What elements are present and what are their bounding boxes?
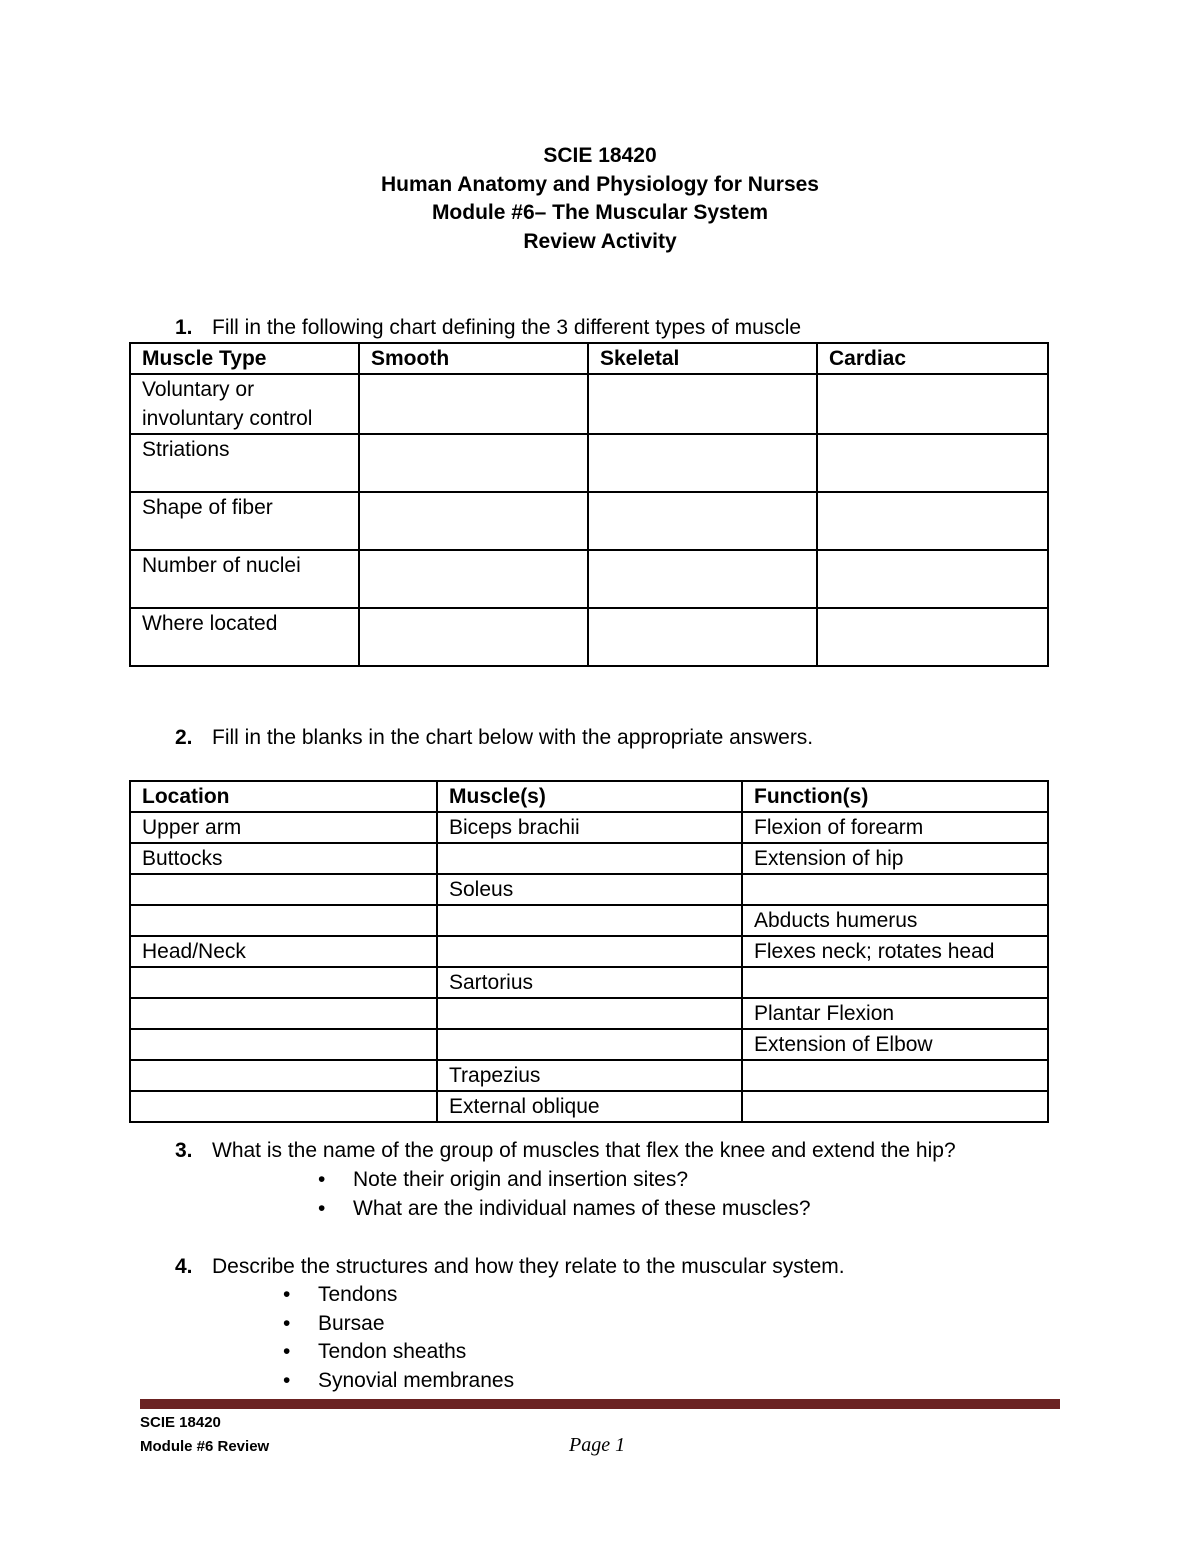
location-cell[interactable]: Buttocks [130, 843, 437, 874]
table-header-row [130, 343, 1048, 374]
muscle-functions-table [129, 780, 1049, 1123]
muscle-cell[interactable] [437, 998, 742, 1029]
question-text: Fill in the blanks in the chart below with the appropriate answers. [212, 726, 814, 749]
header-cell: Skeletal [588, 343, 817, 374]
answer-cell[interactable] [359, 492, 588, 550]
answer-cell[interactable] [588, 550, 817, 608]
footer-course: SCIE 18420 [140, 1414, 221, 1431]
muscle-cell[interactable] [437, 843, 742, 874]
table-row [130, 608, 1048, 666]
function-cell[interactable]: Plantar Flexion [742, 998, 1048, 1029]
function-cell[interactable]: Abducts humerus [742, 905, 1048, 936]
header-cell: Smooth [359, 343, 588, 374]
location-cell[interactable] [130, 1029, 437, 1060]
answer-cell[interactable] [588, 492, 817, 550]
muscle-cell[interactable] [437, 936, 742, 967]
table-row [130, 374, 1048, 434]
location-cell[interactable]: Upper arm [130, 812, 437, 843]
footer-module: Module #6 Review [140, 1438, 270, 1455]
activity-title: Review Activity [523, 229, 677, 253]
answer-cell[interactable] [359, 374, 588, 434]
module-title: Module #6– The Muscular System [431, 201, 769, 224]
header-cell: Muscle(s) [437, 781, 742, 812]
answer-cell[interactable] [817, 492, 1048, 550]
answer-cell[interactable] [588, 608, 817, 666]
row-label: Where located [130, 608, 359, 666]
header-cell: Function(s) [742, 781, 1048, 812]
row-label: Shape of fiber [130, 492, 359, 550]
function-cell[interactable]: Extension of hip [742, 843, 1048, 874]
table-row [130, 1060, 1048, 1091]
function-cell[interactable]: Flexion of forearm [742, 812, 1048, 843]
function-cell[interactable] [742, 874, 1048, 905]
header-cell: Cardiac [817, 343, 1048, 374]
question-number: 2. [175, 726, 193, 749]
location-cell[interactable] [130, 998, 437, 1029]
page-number: Page 1 [569, 1434, 626, 1456]
muscle-cell[interactable]: Trapezius [437, 1060, 742, 1091]
question-text: Fill in the following chart defining the 3 different types of muscle [212, 316, 802, 339]
table-row [130, 550, 1048, 608]
answer-cell[interactable] [817, 608, 1048, 666]
function-cell[interactable]: Flexes neck; rotates head [742, 936, 1048, 967]
list-item: • Bursae [318, 1310, 514, 1339]
table-row [130, 998, 1048, 1029]
question-text: Describe the structures and how they relate to the muscular system. [212, 1255, 845, 1278]
list-item: • Tendon sheaths [318, 1338, 514, 1367]
footer-divider [140, 1399, 1060, 1409]
answer-cell[interactable] [359, 608, 588, 666]
table-row [130, 874, 1048, 905]
list-item: • Note their origin and insertion sites? [353, 1166, 811, 1195]
course-code: SCIE 18420 [543, 144, 657, 167]
table-row [130, 1029, 1048, 1060]
muscle-cell[interactable] [437, 1029, 742, 1060]
question-number: 1. [175, 316, 193, 339]
muscle-types-table [129, 342, 1049, 667]
question-number: 3. [175, 1139, 193, 1162]
answer-cell[interactable] [359, 550, 588, 608]
answer-cell[interactable] [817, 434, 1048, 492]
course-title: Human Anatomy and Physiology for Nurses [381, 172, 819, 196]
table-row [130, 434, 1048, 492]
table-header-row [130, 781, 1048, 812]
muscle-cell[interactable]: Biceps brachii [437, 812, 742, 843]
location-cell[interactable] [130, 905, 437, 936]
table-row [130, 967, 1048, 998]
list-item: • What are the individual names of these muscles? [353, 1195, 811, 1224]
location-cell[interactable]: Head/Neck [130, 936, 437, 967]
muscle-cell[interactable]: Soleus [437, 874, 742, 905]
table-row [130, 905, 1048, 936]
function-cell[interactable] [742, 1060, 1048, 1091]
table-row [130, 843, 1048, 874]
function-cell[interactable] [742, 1091, 1048, 1122]
muscle-cell[interactable] [437, 905, 742, 936]
function-cell[interactable] [742, 967, 1048, 998]
answer-cell[interactable] [817, 550, 1048, 608]
header-cell: Muscle Type [130, 343, 359, 374]
question-4-bullets [318, 1281, 514, 1396]
muscle-cell[interactable]: External oblique [437, 1091, 742, 1122]
question-3-bullets [353, 1166, 811, 1223]
answer-cell[interactable] [359, 434, 588, 492]
location-cell[interactable] [130, 1091, 437, 1122]
row-label: Voluntary or involuntary control [130, 374, 359, 434]
location-cell[interactable] [130, 1060, 437, 1091]
answer-cell[interactable] [817, 374, 1048, 434]
table-row [130, 812, 1048, 843]
muscle-cell[interactable]: Sartorius [437, 967, 742, 998]
question-number: 4. [175, 1255, 193, 1278]
question-text: What is the name of the group of muscles that flex the knee and extend the hip? [212, 1139, 956, 1162]
header-cell: Location [130, 781, 437, 812]
location-cell[interactable] [130, 874, 437, 905]
answer-cell[interactable] [588, 434, 817, 492]
table-row [130, 492, 1048, 550]
list-item: • Tendons [318, 1281, 514, 1310]
row-label: Number of nuclei [130, 550, 359, 608]
table-row [130, 1091, 1048, 1122]
row-label: Striations [130, 434, 359, 492]
function-cell[interactable]: Extension of Elbow [742, 1029, 1048, 1060]
document-header [0, 142, 1200, 256]
table-row [130, 936, 1048, 967]
answer-cell[interactable] [588, 374, 817, 434]
location-cell[interactable] [130, 967, 437, 998]
list-item: • Synovial membranes [318, 1367, 514, 1396]
